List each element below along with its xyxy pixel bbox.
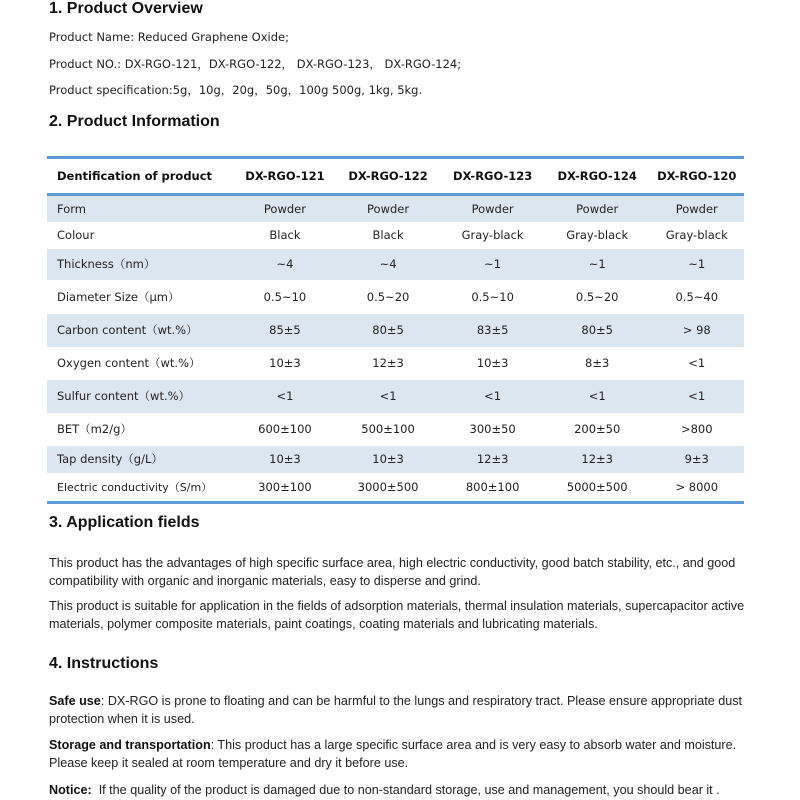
instruction-label: Storage and transportation bbox=[49, 738, 211, 752]
table-row-label: Thickness（nm） bbox=[47, 249, 234, 280]
table-cell: 0.5~20 bbox=[575, 289, 619, 304]
table-cell: <1 bbox=[545, 380, 650, 413]
table-cell: ~1 bbox=[545, 249, 650, 280]
table-cell: 85±5 bbox=[234, 314, 336, 347]
instruction-label: Safe use bbox=[49, 694, 101, 708]
table-header-cell: DX-RGO-122 bbox=[336, 158, 441, 195]
table-cell: 12±3 bbox=[372, 356, 404, 370]
table-cell: 300±50 bbox=[469, 422, 516, 436]
table-cell: ~1 bbox=[440, 249, 544, 280]
table-cell: Gray-black bbox=[566, 228, 629, 242]
instruction-safe-use bbox=[49, 692, 754, 728]
table-cell: Powder bbox=[545, 195, 650, 222]
table-cell: 500±100 bbox=[361, 422, 415, 436]
table-row bbox=[47, 249, 744, 280]
table-cell: ~4 bbox=[234, 249, 336, 280]
application-paragraph: This product has the advantages of high specific surface area, high electric conductivity, good batch stability, etc., and good compatibility with organic and inorganic materials, easy to disperse and grind. bbox=[49, 556, 736, 588]
table-cell: <1 bbox=[234, 380, 336, 413]
section-heading-information: 2. Product Information bbox=[49, 113, 220, 130]
table-row-label: Colour bbox=[57, 228, 95, 242]
table-row bbox=[47, 222, 744, 249]
table-cell: ~4 bbox=[336, 249, 441, 280]
instruction-storage bbox=[49, 736, 754, 772]
table-cell: Black bbox=[269, 228, 301, 242]
table-cell: 12±3 bbox=[440, 446, 544, 473]
instruction-text: DX-RGO is prone to floating and can be harmful to the lungs and respiratory tract. Please ensure appropriate dust protection when it is used. bbox=[49, 694, 743, 726]
table-row-label: Form bbox=[47, 195, 234, 222]
table-cell: Black bbox=[372, 228, 404, 242]
table-cell: 10±3 bbox=[336, 446, 441, 473]
table-row bbox=[47, 195, 744, 222]
table-cell: >800 bbox=[680, 422, 713, 436]
table-header-cell: DX-RGO-121 bbox=[234, 158, 336, 195]
table-cell: 5000±500 bbox=[566, 479, 628, 494]
table-cell: Powder bbox=[650, 195, 744, 222]
table-row-label: Sulfur content（wt.%） bbox=[47, 380, 234, 413]
table-row bbox=[47, 446, 744, 473]
table-cell: 10±3 bbox=[476, 356, 509, 370]
table-cell: <1 bbox=[688, 356, 706, 370]
table-cell: 200±50 bbox=[574, 422, 621, 436]
table-row-label: Diameter Size（μm） bbox=[57, 289, 180, 304]
table-cell: <1 bbox=[650, 380, 744, 413]
table-row bbox=[47, 314, 744, 347]
table-row-label: Oxygen content（wt.%） bbox=[57, 356, 201, 370]
table-header-cell: DX-RGO-124 bbox=[545, 158, 650, 195]
instruction-sep: : bbox=[100, 694, 108, 708]
table-cell: ~1 bbox=[650, 249, 744, 280]
section-heading-instructions: 4. Instructions bbox=[49, 655, 159, 672]
table-cell: <1 bbox=[336, 380, 441, 413]
instruction-text: This product has a large specific surface area and is very easy to absorb water and moisture. Please keep it sealed at room temperature and dry it before use. bbox=[49, 738, 737, 770]
table-cell: Powder bbox=[336, 195, 441, 222]
table-row-label: Tap density（g/L） bbox=[47, 446, 234, 473]
table-cell: 83±5 bbox=[440, 314, 544, 347]
table-row-label: Electric conductivity（S/m） bbox=[57, 480, 213, 494]
section-heading-overview: 1. Product Overview bbox=[49, 0, 203, 17]
instruction-label: Notice: bbox=[49, 783, 92, 797]
table-cell: 10±3 bbox=[234, 446, 336, 473]
table-header-row bbox=[47, 158, 744, 195]
table-cell: 0.5~10 bbox=[263, 289, 307, 304]
product-spec-line: Product specification:5g，10g，20g，50g，100g 500g, 1kg, 5kg. bbox=[49, 83, 423, 97]
table-cell: Powder bbox=[234, 195, 336, 222]
table-cell: Powder bbox=[440, 195, 544, 222]
application-paragraph: This product is suitable for application in the fields of adsorption materials, thermal insulation materials, supercapacitor active materials, polymer composite materials, paint coatings, coating materials and lubricating materials. bbox=[49, 599, 745, 631]
table-cell: Gray-black bbox=[461, 228, 524, 242]
table-cell: > 8000 bbox=[675, 479, 719, 494]
product-name-line: Product Name: Reduced Graphene Oxide; bbox=[49, 30, 289, 44]
table-cell: <1 bbox=[440, 380, 544, 413]
table-row bbox=[47, 380, 744, 413]
product-spec-table bbox=[47, 156, 744, 504]
table-cell: 0.5~10 bbox=[471, 289, 514, 304]
table-cell: 800±100 bbox=[465, 479, 520, 494]
table-row bbox=[47, 347, 744, 380]
table-cell: 12±3 bbox=[545, 446, 650, 473]
instruction-text: If the quality of the product is damaged due to non-standard storage, use and management, you should bear it . bbox=[98, 783, 720, 797]
table-cell: 8±3 bbox=[585, 356, 610, 370]
table-row-label: BET（m2/g） bbox=[57, 422, 132, 436]
table-cell: 300±100 bbox=[258, 479, 312, 494]
table-cell: 0.5~40 bbox=[675, 289, 719, 304]
section-heading-application: 3. Application fields bbox=[49, 514, 200, 531]
table-cell: 10±3 bbox=[269, 356, 301, 370]
table-cell: Gray-black bbox=[665, 228, 728, 242]
table-cell: > 98 bbox=[650, 314, 744, 347]
table-row bbox=[47, 473, 744, 503]
table-cell: 0.5~20 bbox=[366, 289, 410, 304]
table-header-cell: Dentification of product bbox=[47, 158, 234, 195]
table-row bbox=[47, 413, 744, 446]
instruction-sep bbox=[92, 783, 99, 797]
table-cell: 80±5 bbox=[336, 314, 441, 347]
table-cell: 3000±500 bbox=[357, 479, 419, 494]
table-header-cell: DX-RGO-123 bbox=[440, 158, 544, 195]
table-cell: 9±3 bbox=[650, 446, 744, 473]
instruction-sep: : bbox=[210, 738, 218, 752]
table-cell: 600±100 bbox=[258, 422, 312, 436]
table-header-cell: DX-RGO-120 bbox=[650, 158, 744, 195]
instruction-notice bbox=[49, 781, 754, 799]
table-cell: 80±5 bbox=[545, 314, 650, 347]
table-row-label: Carbon content（wt.%） bbox=[47, 314, 234, 347]
product-no-line: Product NO.: DX-RGO-121，DX-RGO-122， DX-RGO-123， DX-RGO-124; bbox=[49, 57, 462, 71]
table-row bbox=[47, 280, 744, 314]
